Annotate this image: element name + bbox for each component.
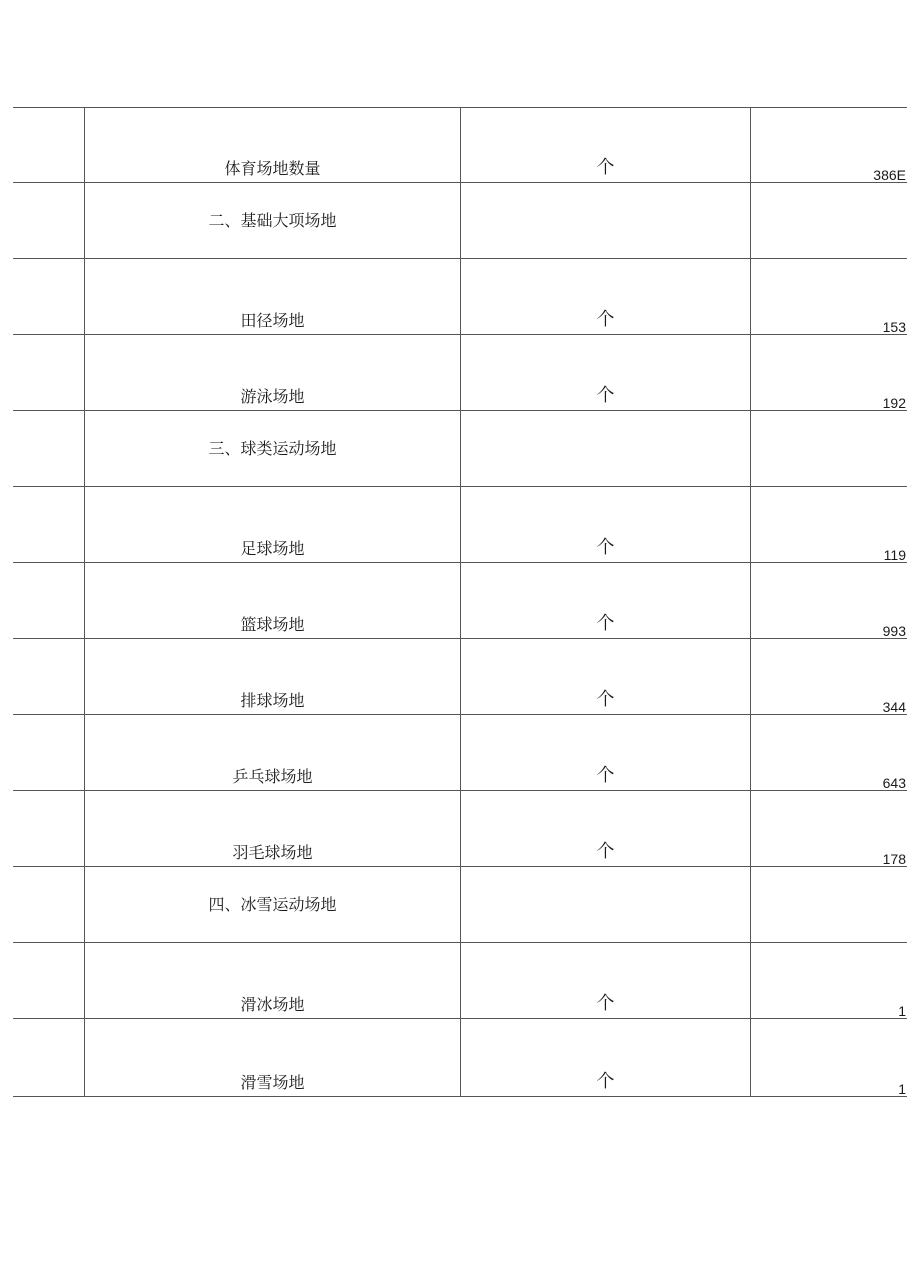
venue-name: 游泳场地 [240,387,305,406]
name-cell [84,335,460,410]
name-cell [84,563,460,638]
index-cell [13,108,84,182]
value-cell [750,715,907,790]
name-cell [84,487,460,562]
venue-count: 1 [898,1003,906,1019]
table-row [13,259,907,335]
value-cell [750,108,907,182]
unit-cell [460,335,750,410]
venue-name: 乒乓球场地 [232,767,313,786]
section-row [13,183,907,259]
name-cell [84,183,460,258]
venue-count: 1 [898,1081,906,1097]
index-cell [13,791,84,866]
unit-label: 个 [596,689,615,710]
unit-label: 个 [596,993,615,1014]
unit-label: 个 [596,841,615,862]
index-cell [13,867,84,942]
venue-name: 羽毛球场地 [232,843,313,862]
index-cell [13,411,84,486]
value-cell [750,335,907,410]
value-cell [750,259,907,334]
venue-count: 643 [882,775,906,791]
index-cell [13,715,84,790]
name-cell [84,259,460,334]
value-cell [750,563,907,638]
table-row [13,335,907,411]
unit-cell [460,1019,750,1096]
unit-label: 个 [596,309,615,330]
name-cell [84,791,460,866]
unit-label: 个 [596,157,615,178]
unit-label: 个 [596,613,615,634]
table-row [13,107,907,183]
venue-name: 足球场地 [240,539,305,558]
unit-cell [460,943,750,1018]
value-cell [750,867,907,942]
unit-cell [460,563,750,638]
unit-label: 个 [596,537,615,558]
index-cell [13,487,84,562]
unit-cell [460,411,750,486]
unit-cell [460,639,750,714]
name-cell [84,943,460,1018]
venue-count: 178 [882,851,906,867]
table-row [13,487,907,563]
venue-count: 344 [882,699,906,715]
unit-label: 个 [596,765,615,786]
value-cell [750,639,907,714]
value-cell [750,1019,907,1096]
table-row [13,563,907,639]
section-row [13,867,907,943]
unit-label: 个 [596,1071,615,1092]
value-cell [750,183,907,258]
sports-venue-table [13,107,907,1097]
name-cell [84,867,460,942]
venue-name: 滑雪场地 [240,1073,305,1092]
unit-cell [460,715,750,790]
table-row [13,715,907,791]
value-cell [750,943,907,1018]
unit-cell [460,487,750,562]
section-heading: 四、冰雪运动场地 [208,895,337,914]
unit-cell [460,791,750,866]
venue-count: 153 [882,319,906,335]
venue-name: 体育场地数量 [224,159,321,178]
table-row [13,943,907,1019]
venue-count: 993 [882,623,906,639]
unit-cell [460,259,750,334]
index-cell [13,335,84,410]
table-row [13,1019,907,1097]
name-cell [84,108,460,182]
index-cell [13,1019,84,1096]
name-cell [84,411,460,486]
index-cell [13,943,84,1018]
table-row [13,639,907,715]
value-cell [750,487,907,562]
venue-count: 192 [882,395,906,411]
venue-count: 386E [873,167,906,183]
section-heading: 三、球类运动场地 [208,439,337,458]
section-row [13,411,907,487]
index-cell [13,183,84,258]
index-cell [13,639,84,714]
name-cell [84,639,460,714]
venue-name: 篮球场地 [240,615,305,634]
name-cell [84,715,460,790]
index-cell [13,563,84,638]
name-cell [84,1019,460,1096]
unit-cell [460,183,750,258]
venue-count: 119 [883,547,906,563]
index-cell [13,259,84,334]
unit-label: 个 [596,385,615,406]
venue-name: 田径场地 [240,311,305,330]
unit-cell [460,108,750,182]
venue-name: 滑冰场地 [240,995,305,1014]
value-cell [750,411,907,486]
table-row [13,791,907,867]
value-cell [750,791,907,866]
venue-name: 排球场地 [240,691,305,710]
unit-cell [460,867,750,942]
section-heading: 二、基础大项场地 [208,211,337,230]
